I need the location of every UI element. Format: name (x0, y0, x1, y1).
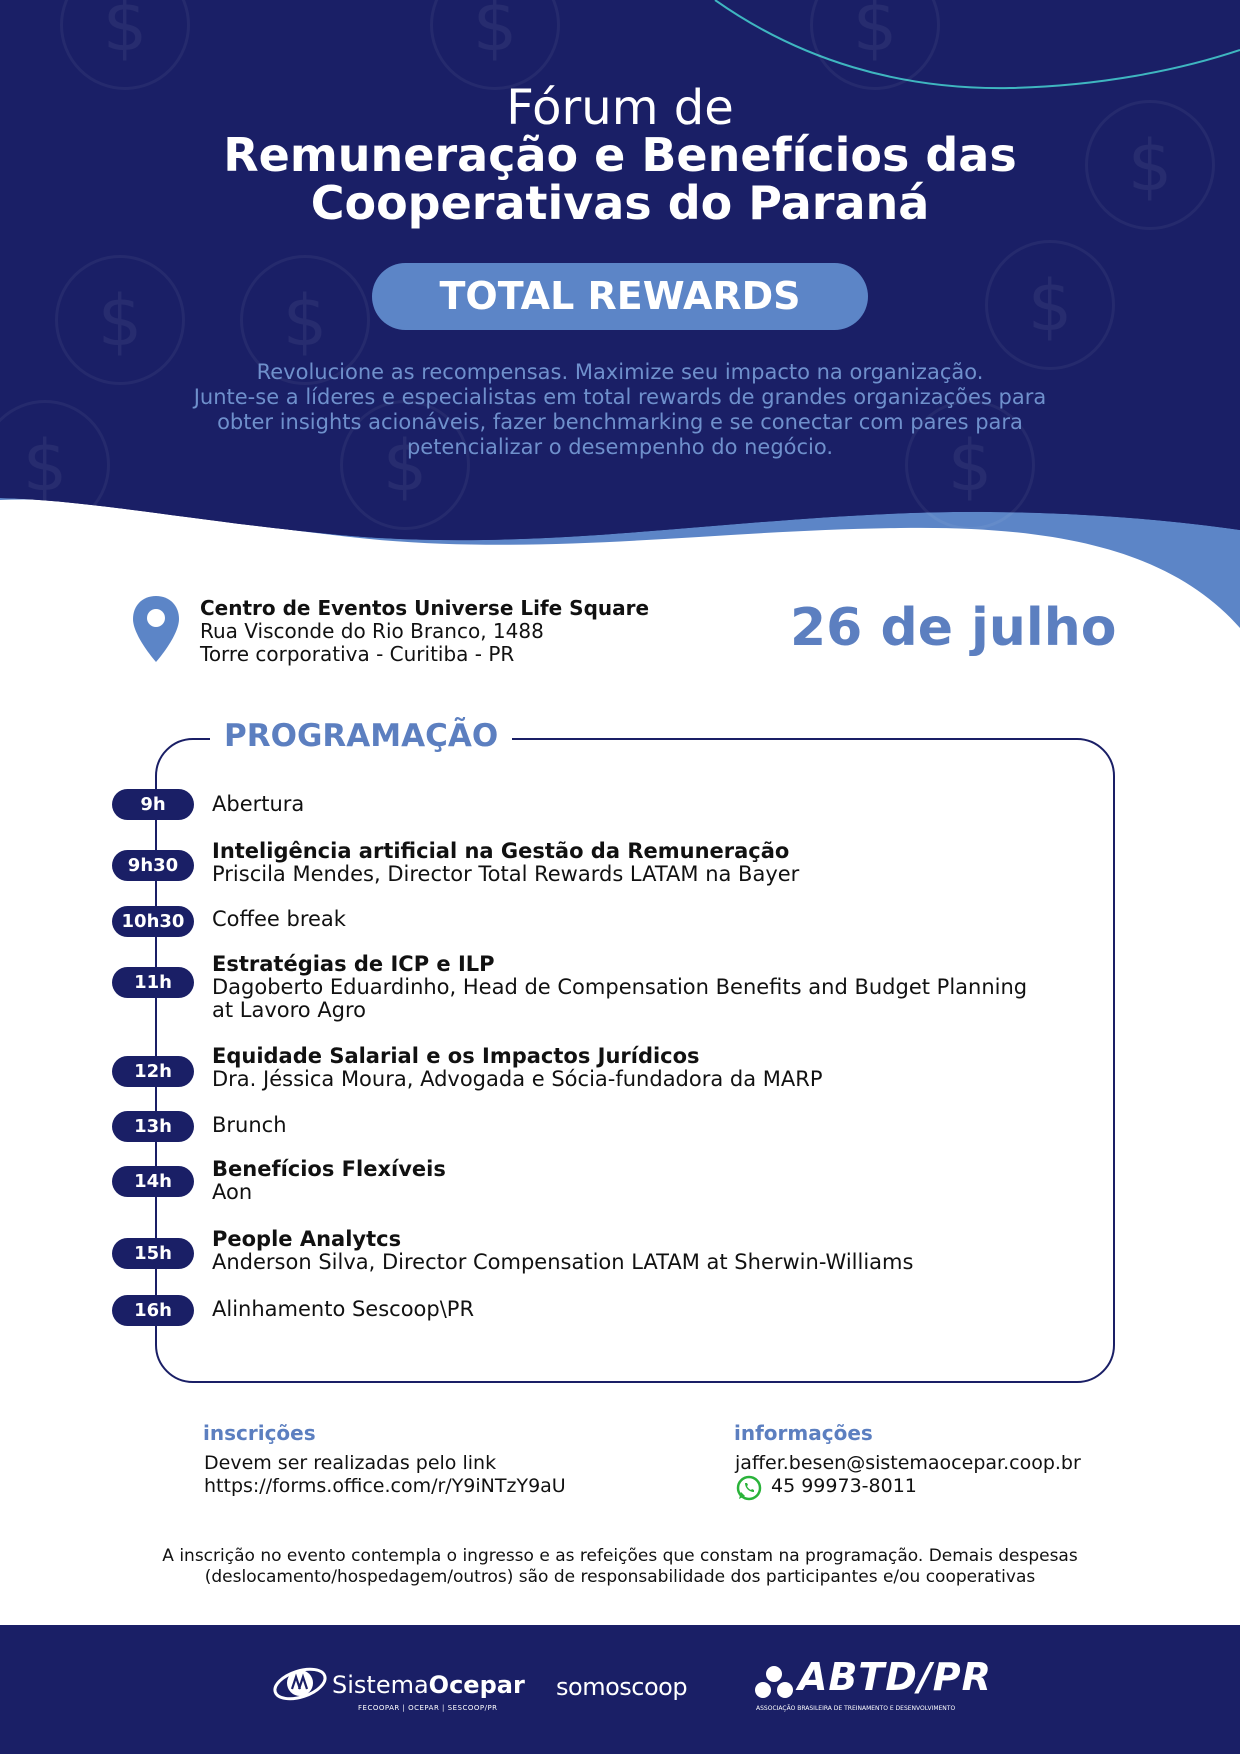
program-item-line: Abertura (212, 792, 305, 816)
title-line-3: Cooperativas do Paraná (310, 176, 930, 230)
event-date: 26 de julho (790, 598, 1117, 658)
whatsapp-icon (736, 1475, 762, 1501)
abtd-dots-icon (754, 1665, 794, 1699)
note-line: A inscrição no evento contempla o ingresso e as refeições que constam na programação. Demais despesas (162, 1546, 1078, 1566)
program-item-heading: Inteligência artificial na Gestão da Remuneração (212, 839, 790, 863)
abtd-pr-subtitle: ASSOCIAÇÃO BRASILEIRA DE TREINAMENTO E DESENVOLVIMENTO (756, 1705, 956, 1712)
program-item-line: Aon (212, 1180, 253, 1204)
sistema-ocepar-emblem-icon (270, 1663, 330, 1705)
program-item-line: Brunch (212, 1113, 287, 1137)
program-item-text (212, 1045, 1072, 1091)
program-title-wrap (210, 718, 512, 754)
wordmark-part: Sistema (332, 1671, 429, 1699)
footer (0, 1625, 1240, 1754)
disclaimer-note (0, 1546, 1240, 1588)
coin-decoration (985, 240, 1115, 370)
tagline (0, 360, 1240, 460)
info-email[interactable]: jaffer.besen@sistemaocepar.coop.br (735, 1452, 1081, 1474)
program-item-text (212, 908, 1072, 931)
info-phone[interactable]: 45 99973-8011 (771, 1475, 917, 1497)
program-item-text (212, 1228, 1072, 1274)
time-pill: 16h (112, 1295, 194, 1326)
time-pill: 12h (112, 1056, 194, 1087)
program-item-line: Coffee break (212, 907, 346, 931)
program-item-line: Dra. Jéssica Moura, Advogada e Sócia-fundadora da MARP (212, 1067, 823, 1091)
registration-link[interactable]: https://forms.office.com/r/Y9iNTzY9aU (204, 1475, 566, 1497)
venue-name: Centro de Eventos Universe Life Square (200, 596, 650, 620)
program-item-heading: People Analytcs (212, 1227, 402, 1251)
time-pill: 11h (112, 967, 194, 998)
time-pill: 9h (112, 789, 194, 820)
title-line-1: Fórum de (506, 80, 734, 136)
tagline-line: Revolucione as recompensas. Maximize seu impacto na organização. (256, 360, 984, 384)
program-item-text (212, 840, 1072, 886)
title-line-2: Remuneração e Benefícios das (223, 128, 1017, 182)
program-item-line: Priscila Mendes, Director Total Rewards LATAM na Bayer (212, 862, 800, 886)
program-item-line: Dagoberto Eduardinho, Head de Compensation Benefits and Budget Planning (212, 975, 1028, 999)
somoscoop-logo: somoscoop (556, 1673, 688, 1701)
registration-line: Devem ser realizadas pelo link (204, 1452, 497, 1474)
location-pin-icon (130, 594, 182, 664)
wordmark-part: Ocepar (428, 1671, 525, 1699)
time-pill: 9h30 (112, 850, 194, 881)
sistema-ocepar-subtitle: FECOOPAR | OCEPAR | SESCOOP/PR (358, 1704, 498, 1712)
program-item-text (212, 1114, 1072, 1137)
venue-city: Torre corporativa - Curitiba - PR (200, 642, 515, 666)
program-item-text (212, 953, 1072, 1022)
venue-address: Rua Visconde do Rio Branco, 1488 (200, 619, 544, 643)
registration-text (204, 1452, 566, 1498)
tagline-line: Junte-se a líderes e especialistas em total rewards de grandes organizações para (193, 385, 1047, 409)
program-item-text (212, 1158, 1072, 1204)
time-pill: 10h30 (112, 906, 194, 937)
note-line: (deslocamento/hospedagem/outros) são de responsabilidade dos participantes e/ou cooperativas (204, 1567, 1036, 1587)
program-item-text (212, 1298, 1072, 1321)
program-title: PROGRAMAÇÃO (224, 718, 499, 754)
program-item-heading: Equidade Salarial e os Impactos Jurídicos (212, 1044, 700, 1068)
program-item-heading: Estratégias de ICP e ILP (212, 952, 495, 976)
abtd-pr-wordmark: ABTD/PR (798, 1655, 992, 1699)
time-pill: 15h (112, 1238, 194, 1269)
tagline-line: petencializar o desempenho do negócio. (406, 435, 834, 459)
registration-title: inscrições (203, 1421, 316, 1445)
abtd-pr-logo (754, 1655, 992, 1725)
total-rewards-badge: TOTAL REWARDS (372, 263, 868, 330)
tagline-line: obter insights acionáveis, fazer benchmarking e se conectar com pares para (217, 410, 1023, 434)
venue-block (200, 597, 649, 666)
program-item-line: Anderson Silva, Director Compensation LATAM at Sherwin-Williams (212, 1250, 914, 1274)
sistema-ocepar-logo (270, 1659, 525, 1719)
program-item-heading: Benefícios Flexíveis (212, 1157, 446, 1181)
time-pill: 13h (112, 1111, 194, 1142)
time-pill: 14h (112, 1166, 194, 1197)
program-item-text (212, 793, 1072, 816)
program-item-line: at Lavoro Agro (212, 998, 367, 1022)
sistema-ocepar-wordmark (332, 1671, 525, 1699)
program-item-line: Alinhamento Sescoop\PR (212, 1297, 475, 1321)
info-title: informações (734, 1421, 873, 1445)
